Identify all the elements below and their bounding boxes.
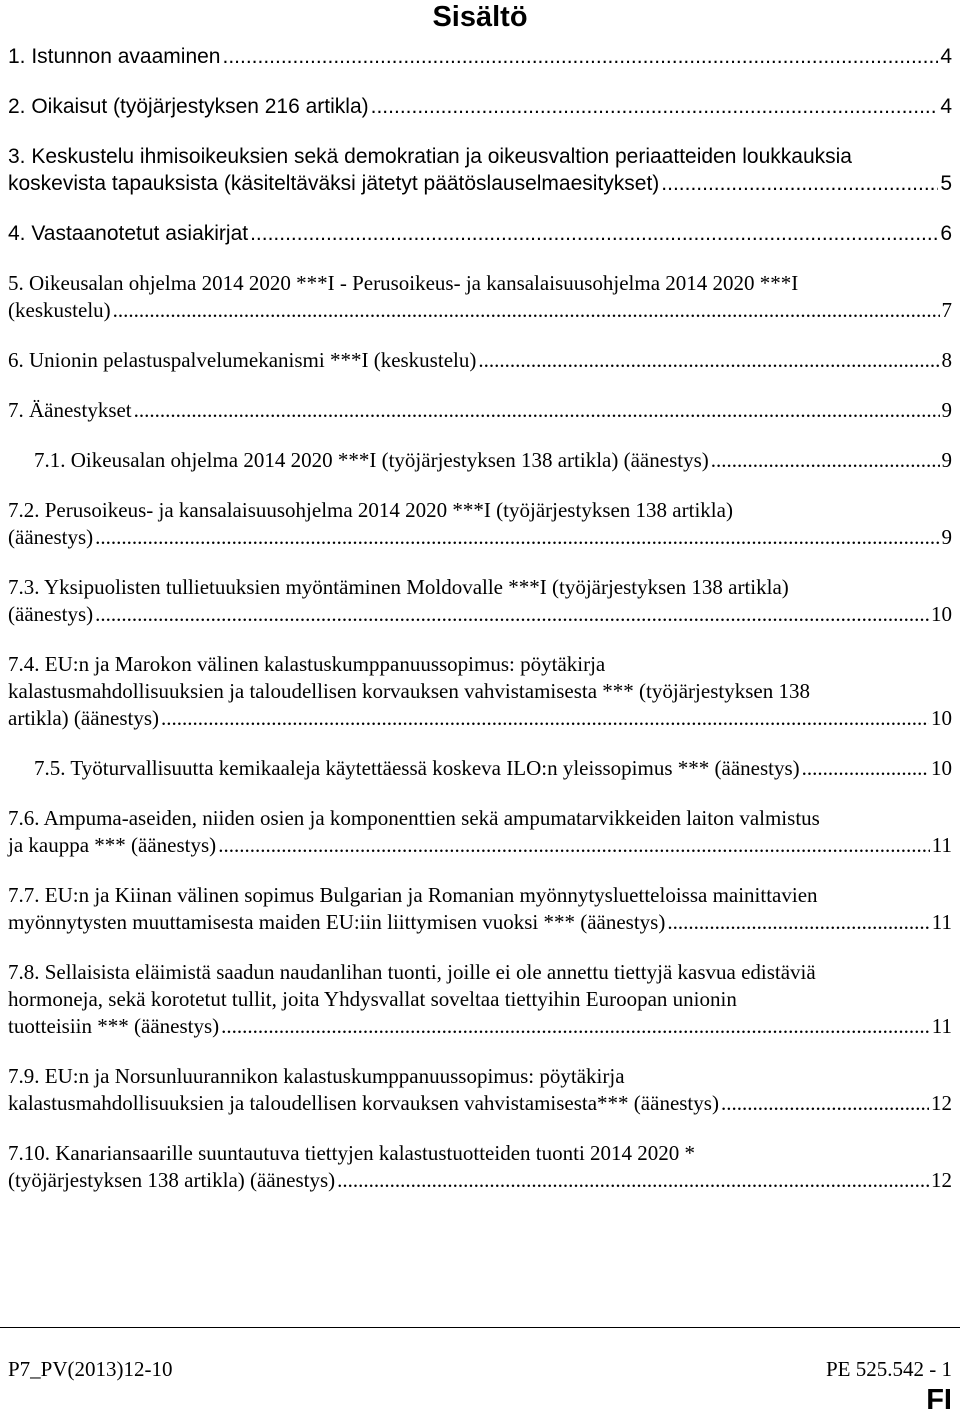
document-reference: P7_PV(2013)12-10 — [8, 1357, 173, 1381]
toc-entry[interactable] — [8, 1140, 952, 1194]
language-code: FI — [926, 1384, 952, 1416]
toc-entry[interactable] — [8, 220, 952, 247]
footer-divider — [0, 1327, 960, 1328]
dot-leader — [218, 832, 930, 859]
toc-entry-line: 7.9. EU:n ja Norsunluurannikon kalastuskumppanuussopimus: pöytäkirja — [8, 1064, 625, 1088]
table-of-contents — [8, 43, 952, 1194]
toc-page-number: 12 — [931, 1168, 952, 1192]
dot-leader — [221, 1013, 930, 1040]
toc-entry[interactable] — [8, 270, 952, 324]
dot-leader — [222, 43, 938, 70]
toc-page-number: 9 — [941, 448, 952, 472]
toc-entry-text: (työjärjestyksen 138 artikla) (äänestys) — [8, 1168, 336, 1192]
toc-entry-last-line — [8, 705, 952, 732]
toc-entry-last-line — [8, 909, 952, 936]
toc-entry-line: 3. Keskustelu ihmisoikeuksien sekä demokratian ja oikeusvaltion periaatteiden loukkauksia — [8, 145, 852, 168]
toc-entry[interactable] — [8, 347, 952, 374]
toc-entry[interactable] — [8, 1063, 952, 1117]
dot-leader — [95, 601, 929, 628]
dot-leader — [337, 1167, 929, 1194]
dot-leader — [478, 347, 939, 374]
toc-entry-last-line — [34, 447, 952, 474]
toc-page-number: 7 — [941, 298, 952, 322]
page-reference: PE 525.542 - 1 — [826, 1357, 952, 1381]
toc-entry-text: 7.1. Oikeusalan ohjelma 2014 2020 ***I (työjärjestyksen 138 artikla) (äänestys) — [34, 448, 709, 472]
toc-entry-text: ja kauppa *** (äänestys) — [8, 833, 217, 857]
toc-page-number: 9 — [941, 525, 952, 549]
toc-entry-line: 7.8. Sellaisista eläimistä saadun naudanlihan tuonti, joille ei ole annettu tiettyjä kasvua edistäviä — [8, 960, 816, 984]
dot-leader — [134, 397, 940, 424]
dot-leader — [95, 524, 939, 551]
toc-entry-text: 4. Vastaanotetut asiakirjat — [8, 222, 249, 245]
toc-entry-text: 2. Oikaisut (työjärjestyksen 216 artikla) — [8, 95, 369, 118]
page-title: Sisältö — [432, 1, 528, 33]
toc-entry[interactable] — [8, 497, 952, 551]
toc-entry-last-line — [8, 170, 952, 197]
toc-entry-last-line — [8, 347, 952, 374]
toc-entry[interactable] — [8, 805, 952, 859]
toc-entry[interactable] — [8, 397, 952, 424]
toc-entry-text: kalastusmahdollisuuksien ja taloudellisen korvauksen vahvistamisesta*** (äänestys) — [8, 1091, 719, 1115]
toc-page-number: 8 — [941, 348, 952, 372]
toc-entry-last-line — [8, 220, 952, 247]
toc-entry-text: 7.5. Työturvallisuutta kemikaaleja käytettäessä koskeva ILO:n yleissopimus *** (äänestys) — [34, 756, 800, 780]
dot-leader — [113, 297, 940, 324]
toc-entry-last-line — [8, 1013, 952, 1040]
toc-entry[interactable] — [8, 143, 952, 197]
toc-entry-line: 7.3. Yksipuolisten tullietuuksien myöntäminen Moldovalle ***I (työjärjestyksen 138 artikla) — [8, 575, 789, 599]
toc-entry-line: 7.10. Kanariansaarille suuntautuva tiettyjen kalastustuotteiden tuonti 2014 2020 * — [8, 1141, 696, 1165]
dot-leader — [661, 170, 938, 197]
toc-entry-text: artikla) (äänestys) — [8, 706, 160, 730]
toc-entry-last-line — [8, 1090, 952, 1117]
toc-page-number: 10 — [931, 756, 952, 780]
toc-entry-text: koskevista tapauksista (käsiteltäväksi jätetyt päätöslauselmaesitykset) — [8, 172, 660, 195]
dot-leader — [371, 93, 939, 120]
dot-leader — [721, 1090, 929, 1117]
toc-entry-last-line — [8, 397, 952, 424]
toc-entry-text: myönnytysten muuttamisesta maiden EU:iin liittymisen vuoksi *** (äänestys) — [8, 910, 666, 934]
dot-leader — [250, 220, 938, 247]
toc-entry[interactable] — [8, 651, 952, 732]
toc-entry-line: kalastusmahdollisuuksien ja taloudellisen korvauksen vahvistamisesta *** (työjärjestyksen 138 — [8, 679, 810, 703]
toc-entry-text: (äänestys) — [8, 602, 94, 626]
dot-leader — [802, 755, 929, 782]
toc-page-number: 11 — [931, 833, 952, 857]
toc-entry[interactable] — [8, 93, 952, 120]
toc-page-number: 11 — [931, 910, 952, 934]
toc-entry[interactable] — [8, 755, 952, 782]
toc-page-number: 10 — [931, 602, 952, 626]
toc-entry-line: 7.4. EU:n ja Marokon välinen kalastuskumppanuussopimus: pöytäkirja — [8, 652, 606, 676]
toc-entry-line: hormoneja, sekä korotetut tullit, joita Yhdysvallat soveltaa tiettyihin Euroopan unionin — [8, 987, 737, 1011]
toc-entry-last-line — [8, 1167, 952, 1194]
toc-entry-last-line — [8, 297, 952, 324]
toc-entry-last-line — [34, 755, 952, 782]
toc-entry-text: 1. Istunnon avaaminen — [8, 45, 221, 68]
dot-leader — [161, 705, 929, 732]
dot-leader — [711, 447, 940, 474]
toc-page-number: 9 — [941, 398, 952, 422]
toc-page-number: 12 — [931, 1091, 952, 1115]
toc-page-number: 11 — [931, 1014, 952, 1038]
toc-entry[interactable] — [8, 447, 952, 474]
toc-page-number: 10 — [931, 706, 952, 730]
toc-page-number: 4 — [940, 45, 952, 68]
toc-entry-last-line — [8, 601, 952, 628]
toc-entry-line: 7.6. Ampuma-aseiden, niiden osien ja komponenttien sekä ampumatarvikkeiden laiton valmistus — [8, 806, 820, 830]
toc-entry-text: tuotteisiin *** (äänestys) — [8, 1014, 220, 1038]
toc-entry-text: 6. Unionin pelastuspalvelumekanismi ***I (keskustelu) — [8, 348, 477, 372]
toc-entry-last-line — [8, 43, 952, 70]
toc-list — [8, 43, 952, 1194]
toc-page-number: 5 — [940, 172, 952, 195]
toc-page-number: 6 — [940, 222, 952, 245]
toc-entry-line: 7.2. Perusoikeus- ja kansalaisuusohjelma 2014 2020 ***I (työjärjestyksen 138 artikla) — [8, 498, 733, 522]
toc-entry[interactable] — [8, 43, 952, 70]
toc-entry-text: (äänestys) — [8, 525, 94, 549]
toc-entry-last-line — [8, 524, 952, 551]
toc-entry-last-line — [8, 93, 952, 120]
toc-entry-text: (keskustelu) — [8, 298, 111, 322]
toc-page-number: 4 — [940, 95, 952, 118]
toc-entry-last-line — [8, 832, 952, 859]
dot-leader — [667, 909, 929, 936]
toc-entry-text: 7. Äänestykset — [8, 398, 132, 422]
toc-entry[interactable] — [8, 574, 952, 628]
toc-entry[interactable] — [8, 959, 952, 1040]
toc-entry-line: 5. Oikeusalan ohjelma 2014 2020 ***I - Perusoikeus- ja kansalaisuusohjelma 2014 2020 ***I — [8, 271, 799, 295]
toc-entry[interactable] — [8, 882, 952, 936]
toc-entry-line: 7.7. EU:n ja Kiinan välinen sopimus Bulgarian ja Romanian myönnytysluetteloissa mainittavien — [8, 883, 818, 907]
